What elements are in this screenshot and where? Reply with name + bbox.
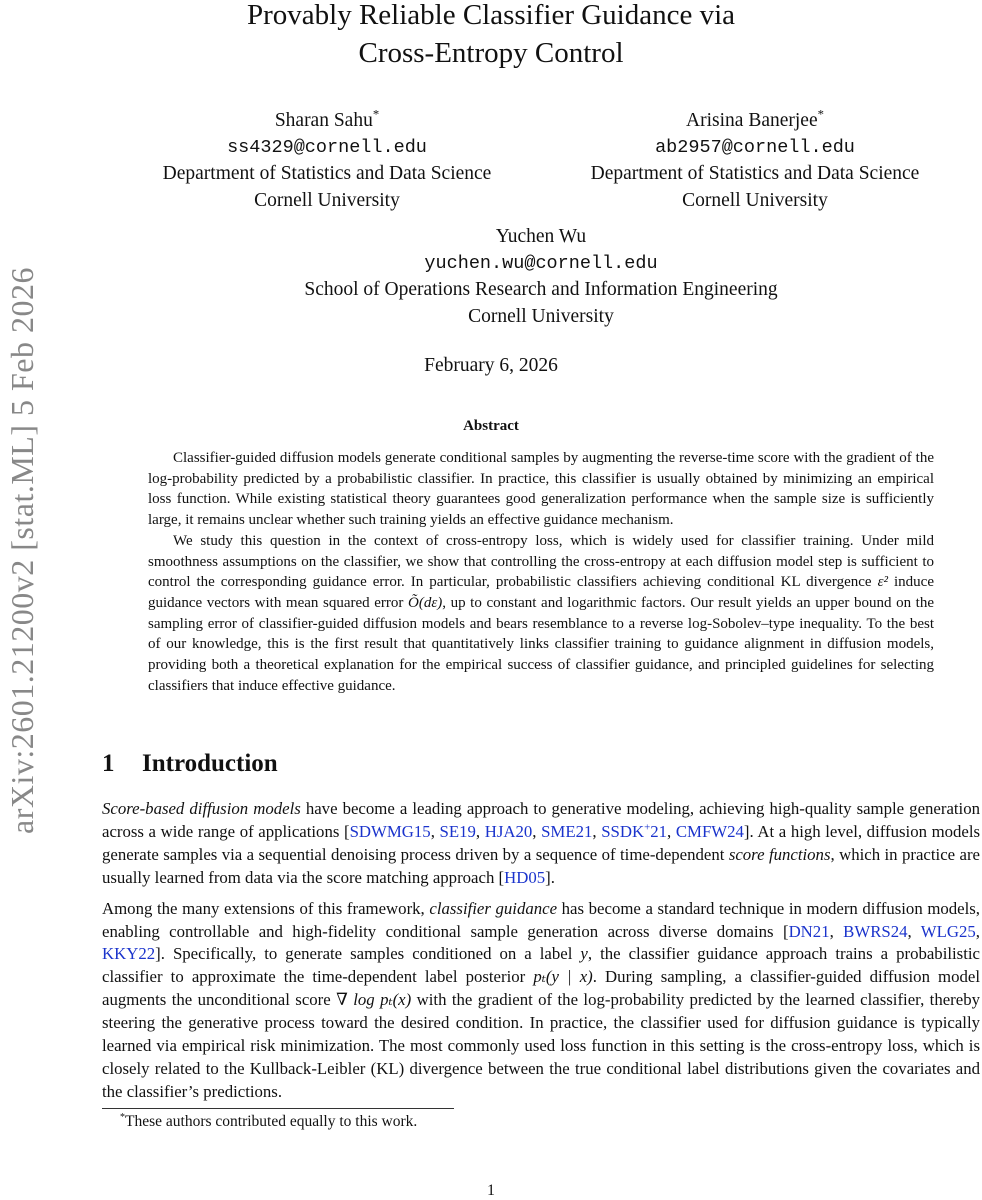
- footnote: [120, 1113, 417, 1131]
- author-name: Arisina Banerjee: [686, 110, 818, 131]
- author-univ: Cornell University: [254, 189, 400, 211]
- citation-link[interactable]: SE19: [439, 821, 476, 841]
- author-block-2: [555, 108, 955, 214]
- intro-paragraph-1: Score-based diffusion models have become a leading approach to generative modeling, achieving high-quality sample generation across a wide range of applications [SDWMG15, SE19, HJA20, SME21, SSDK+21, CMFW24]. At a high level, diffusion models generate samples via a sequential denoising process driven by a sequence of time-dependent score functions, which in practice are usually learned from data via the score matching approach [HD05].: [102, 799, 981, 887]
- math-label-y: y: [580, 944, 588, 964]
- text: ]. Specifically, to generate samples conditioned on a label: [155, 944, 581, 964]
- author-name: Yuchen Wu: [495, 226, 587, 247]
- citation-link[interactable]: HD05: [504, 867, 546, 887]
- text: have become a leading approach to generative modeling, achieving high-quality sample generation across a wide range of applications [: [102, 799, 981, 841]
- author-dept: Department of Statistics and Data Science: [162, 163, 492, 184]
- page-number: 1: [487, 1182, 495, 1199]
- footnote-rule: [102, 1108, 454, 1109]
- author-email[interactable]: ab2957@cornell.edu: [655, 136, 855, 158]
- text: ]. At a high level, diffusion models generate samples via a sequential denoising process driven by a sequence of time-dependent: [102, 821, 981, 864]
- arxiv-stamp-text: arXiv:2601.21200v2 [stat.ML] 5 Feb 2026: [3, 266, 40, 834]
- author-name-line: [555, 108, 955, 135]
- abstract-paragraph-2: [148, 531, 934, 697]
- paper-title: [0, 0, 982, 72]
- section-title: Introduction: [142, 750, 278, 777]
- introduction-body: [102, 798, 980, 1112]
- author-mark: *: [372, 107, 380, 122]
- author-email[interactable]: yuchen.wu@cornell.edu: [424, 252, 658, 274]
- author-dept: Department of Statistics and Data Science: [590, 163, 920, 184]
- text: , the classifier guidance approach trains a probabilistic classifier to approximate the time-dependent label posterior: [102, 944, 980, 987]
- text: , which in practice are usually learned from data via the score matching approach [: [102, 844, 980, 887]
- text: has become a standard technique in modern diffusion models, enabling controllable and high-fidelity conditional sample generation across diverse domains [: [102, 898, 980, 941]
- citation-link[interactable]: BWRS24: [843, 921, 908, 941]
- math-posterior: pₜ(y | x): [533, 967, 593, 987]
- citation-text: 21: [650, 821, 668, 841]
- math-epsilon-squared: ε²: [877, 574, 889, 591]
- citation-link[interactable]: [601, 822, 667, 841]
- math-score: ∇ log pₜ(x): [336, 990, 412, 1010]
- text: ].: [545, 867, 555, 887]
- abstract: [148, 448, 934, 696]
- footnote-text: These authors contributed equally to this work.: [125, 1113, 418, 1130]
- intro-paragraph-2: Among the many extensions of this framework, classifier guidance has become a standard technique in modern diffusion models, enabling controllable and high-fidelity conditional sample generation across diverse domains [DN21, BWRS24, WLG25, KKY22]. Specifically, to generate samples conditioned on a label y, the classifier guidance approach trains a probabilistic classifier to approximate the time-dependent label posterior pₜ(y | x). During sampling, a classifier-guided diffusion model augments the unconditional score ∇ log pₜ(x) with the gradient of the log-probability predicted by the learned classifier, thereby steering the generative process toward the desired condition. In practice, the classifier used for diffusion guidance is typically learned via empirical risk minimization. The most commonly used loss function in this setting is the cross-entropy loss, which is closely related to the Kullback-Leibler (KL) divergence between the true conditional label distributions given the covariates and the classifier’s predictions.: [102, 898, 981, 1101]
- abstract-text: , up to constant and logarithmic factors. Our result yields an upper bound on the sampling error of classifier-guided diffusion models and bears resemblance to a reverse log-Sobolev–type inequality. To the best of our knowledge, this is the first result that quantitatively links classifier training to guidance alignment in diffusion models, providing both a theoretical explanation for the empirical success of classifier guidance, and principled guidelines for selecting classifiers that induce effective guidance.: [148, 594, 935, 694]
- paper-date: February 6, 2026: [424, 355, 558, 376]
- section-heading: [102, 750, 278, 778]
- citation-link[interactable]: SME21: [541, 821, 593, 841]
- abstract-paragraph-1: Classifier-guided diffusion models generate conditional samples by augmenting the reverse-time score with the gradient of the log-probability predicted by a probabilistic classifier. In practice, this classifier is usually obtained by minimizing an empirical loss function. While existing statistical theory guarantees good generalization performance when the sample size is sufficiently large, it remains unclear whether such training yields an effective guidance mechanism.: [148, 450, 934, 529]
- abstract-text: induce guidance vectors with mean squared error: [148, 574, 934, 611]
- text: Among the many extensions of this framework,: [102, 898, 430, 918]
- citation-sup: +: [644, 821, 651, 834]
- emphasis: score functions: [728, 844, 831, 864]
- title-line-1: Provably Reliable Classifier Guidance via: [246, 0, 736, 31]
- citation-link[interactable]: HJA20: [484, 821, 533, 841]
- author-univ: Cornell University: [468, 305, 614, 327]
- title-line-2: Cross-Entropy Control: [358, 37, 624, 69]
- author-dept: School of Operations Research and Information Engineering: [304, 279, 778, 300]
- emphasis: Score-based diffusion models: [102, 799, 301, 818]
- citation-link[interactable]: KKY22: [102, 944, 156, 964]
- abstract-heading: Abstract: [463, 418, 519, 434]
- footnote-mark: *: [120, 1111, 125, 1123]
- author-univ: Cornell University: [682, 189, 828, 211]
- text: . During sampling, a classifier-guided diffusion model augments the unconditional score: [102, 967, 981, 1010]
- arxiv-stamp: [2, 200, 42, 900]
- citation-link[interactable]: SDWMG15: [349, 821, 431, 841]
- citation-link[interactable]: DN21: [788, 921, 830, 941]
- citation-link[interactable]: CMFW24: [675, 821, 744, 841]
- author-block-3: [241, 224, 841, 330]
- author-name-line: [127, 108, 527, 135]
- math-error-bound: Õ(dε): [408, 594, 443, 611]
- author-name: Sharan Sahu: [274, 110, 373, 131]
- emphasis: classifier guidance: [429, 898, 558, 918]
- citation-link[interactable]: WLG25: [920, 921, 976, 941]
- text: with the gradient of the log-probability predicted by the learned classifier, thereby steering the generative process toward the desired condition. In practice, the classifier used for diffusion guidance is typically learned via empirical risk minimization. The most commonly used loss function in this setting is the cross-entropy loss, which is closely related to the Kullback-Leibler (KL) divergence between the true conditional label distributions given the covariates and the classifier’s predictions.: [102, 990, 980, 1101]
- abstract-text: We study this question in the context of cross-entropy loss, which is widely used for classifier training. Under mild smoothness assumptions on the classifier, we show that controlling the cross-entropy at each diffusion model step is sufficient to control the corresponding guidance error. In particular, probabilistic classifiers achieving conditional KL divergence: [148, 532, 934, 591]
- section-number: 1: [102, 750, 115, 777]
- author-email[interactable]: ss4329@cornell.edu: [227, 136, 427, 158]
- author-block-1: [127, 108, 527, 214]
- author-mark: *: [817, 107, 824, 122]
- citation-text: SSDK: [601, 821, 645, 841]
